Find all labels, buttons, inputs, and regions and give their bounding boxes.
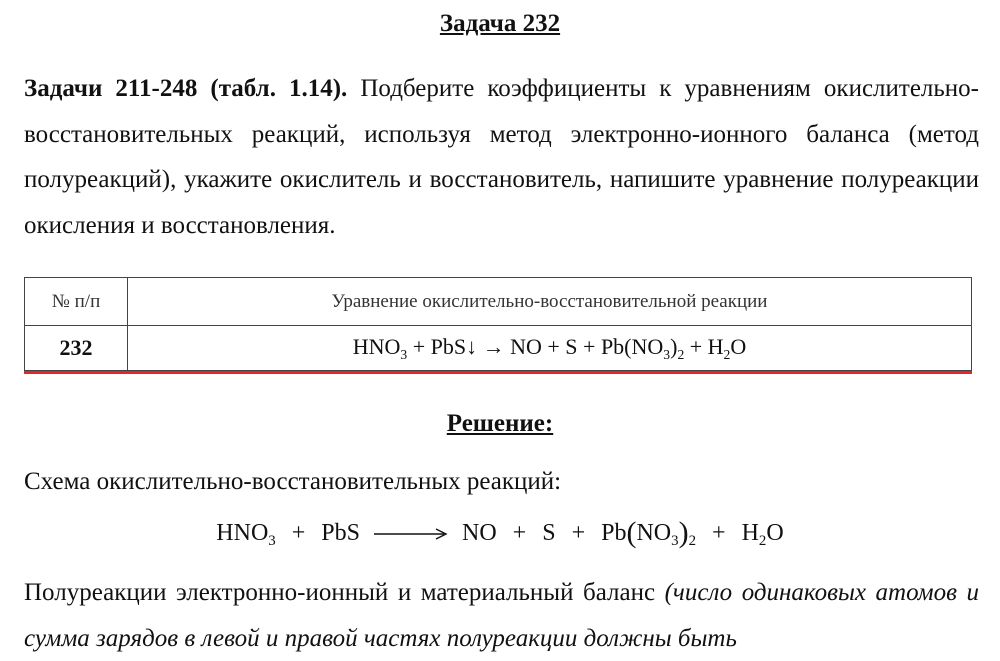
row-equation (128, 325, 971, 371)
task-statement (24, 66, 979, 248)
reaction-table (24, 277, 972, 371)
reaction-arrow-icon (374, 528, 448, 540)
red-underline (24, 371, 972, 374)
header-number: № п/п (25, 278, 128, 325)
half-reactions-text: Полуреакции электронно-ионный и материальный баланс (число одинаковых атомов и сумма зарядов в левой и правой частях полуреакции должны быть (24, 579, 979, 652)
table-header-row (25, 278, 971, 326)
header-equation: Уравнение окислительно-восстановительной реакции (331, 290, 768, 312)
task-title: Задача 232 (439, 10, 561, 37)
reaction-equation: $HNO_3$ + PbS↓ → NO + $S + Pb(NO_3)_2 + H_2O$ (352, 333, 747, 362)
scheme-label: Схема окислительно-восстановительных реакций: (24, 468, 562, 495)
row-number: 232 (25, 325, 128, 371)
task-range-label: Задачи 211-248 (табл. 1.14). (24, 75, 348, 102)
table-row (25, 325, 971, 371)
task-instructions: Подберите коэффициенты к уравнениям окислительно-восстановительных реакций, используя метод электронно-ионного баланса (метод полуреакций), укажите окислитель и восстановитель, напишите уравнение полуреакции окисления и восстановления. (24, 75, 979, 239)
solution-title: Решение: (446, 410, 554, 437)
scheme-equation: $HNO_3$ + PbS NO + $S + Pb(NO_3)_2 + H_2O$ (216, 516, 784, 550)
